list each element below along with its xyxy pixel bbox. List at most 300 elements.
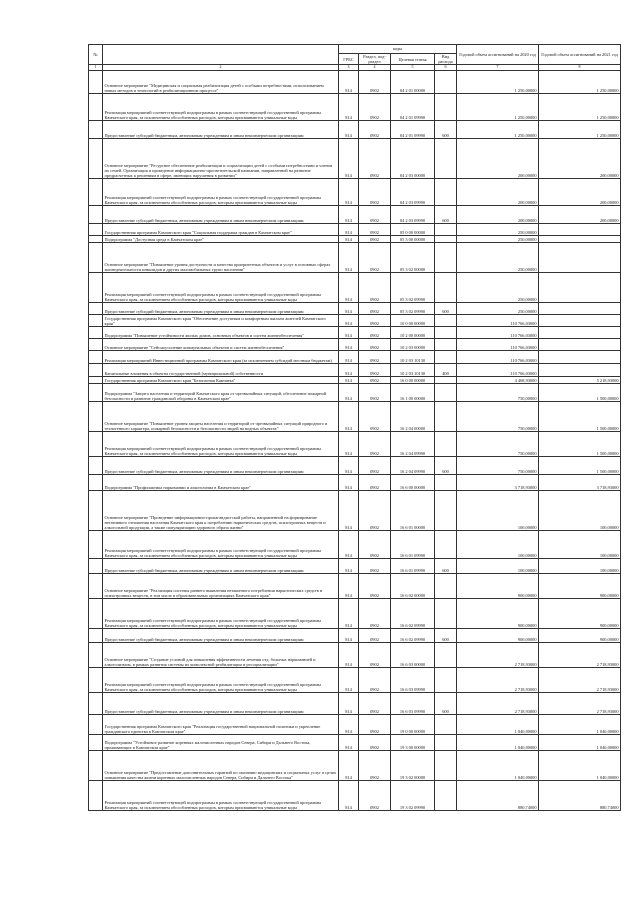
row-amount-2021: 1 500,00000 (539, 402, 621, 432)
row-razdel: 0902 (359, 643, 391, 668)
row-expense-type (435, 315, 457, 327)
row-name: Реализация мероприятий соответствующей подпрограммы в рамках соответствующей государственной программы Камчатского края, за исключением обособленных расходов, которым присваиваются уникальные коды (103, 179, 339, 206)
table-row (89, 384, 621, 402)
header-target-article: Целевая статья (391, 54, 435, 65)
row-razdel: 0902 (359, 475, 391, 491)
row-amount-2020: 250,00000 (457, 303, 539, 315)
row-name: Основное мероприятие "Реализация системы раннего выявления незаконного потребления наркотических средств и психотропных веществ, в том числе в образовательных организациях Камчатского края" (103, 574, 339, 599)
row-name: Государственная программа Камчатского края "Реализация государственной национальной политики и укрепление гражданского единства в Камчатском крае" (103, 715, 339, 735)
row-target-article: 04 2 03 09990 (391, 179, 435, 206)
row-amount-2021: 1 250,00000 (539, 121, 621, 139)
row-expense-type (435, 327, 457, 339)
row-amount-2020: 2 718,93000 (457, 643, 539, 668)
table-row (89, 339, 621, 351)
row-target-article: 16 2 04 00000 (391, 402, 435, 432)
row-expense-type (435, 751, 457, 781)
row-name: Государственная программа Камчатского края "Социальная поддержка граждан в Камчатском крае" (103, 224, 339, 236)
row-expense-type: 600 (435, 457, 457, 475)
header-grbs: ГРБС (339, 54, 359, 65)
row-amount-2021: 1 500,00000 (539, 432, 621, 457)
row-target-article: 19 3 00 00000 (391, 735, 435, 751)
row-expense-type (435, 339, 457, 351)
row-grbs: 814 (339, 781, 359, 811)
row-number (89, 339, 103, 351)
row-amount-2021: 2 718,93000 (539, 643, 621, 668)
row-amount-2020: 250,00000 (457, 236, 539, 243)
row-target-article: 16 6 03 00000 (391, 643, 435, 668)
table-row (89, 206, 621, 224)
row-amount-2021 (539, 315, 621, 327)
row-grbs: 814 (339, 224, 359, 236)
row-number (89, 629, 103, 643)
row-name: Предоставление субсидий бюджетным, автономным учреждениям и иным некоммерческим организациям (103, 121, 339, 139)
row-amount-2021: 100,00000 (539, 559, 621, 574)
row-expense-type (435, 224, 457, 236)
row-expense-type (435, 432, 457, 457)
row-amount-2021: 900,00000 (539, 574, 621, 599)
row-amount-2020: 1 040,00000 (457, 715, 539, 735)
column-index: 8 (539, 65, 621, 71)
table-row (89, 121, 621, 139)
table-row (89, 457, 621, 475)
row-amount-2020: 250,00000 (457, 243, 539, 273)
row-razdel: 0902 (359, 327, 391, 339)
row-razdel: 0902 (359, 71, 391, 94)
row-grbs: 814 (339, 377, 359, 384)
row-razdel: 0902 (359, 206, 391, 224)
row-number (89, 243, 103, 273)
row-expense-type: 600 (435, 693, 457, 715)
row-amount-2020: 110 766,03000 (457, 327, 539, 339)
row-number (89, 574, 103, 599)
row-amount-2021: 200,00000 (539, 179, 621, 206)
row-expense-type: 600 (435, 206, 457, 224)
row-amount-2020: 1 040,00000 (457, 751, 539, 781)
row-amount-2021: 5 218,93000 (539, 377, 621, 384)
row-grbs: 814 (339, 475, 359, 491)
row-number (89, 668, 103, 693)
table-row (89, 315, 621, 327)
row-amount-2021 (539, 364, 621, 377)
row-amount-2021: 2 718,93000 (539, 693, 621, 715)
row-name: Основное мероприятие "Медицинская и социальная реабилитация детей с особыми потребностями, использованием новых методов и технологий в реабилитационном процессе" (103, 71, 339, 94)
row-expense-type (435, 243, 457, 273)
row-grbs: 814 (339, 432, 359, 457)
row-amount-2020: 1 250,00000 (457, 71, 539, 94)
row-amount-2021: 100,00000 (539, 531, 621, 559)
row-razdel: 0902 (359, 781, 391, 811)
row-grbs: 814 (339, 715, 359, 735)
table-row (89, 243, 621, 273)
row-amount-2021 (539, 351, 621, 364)
row-target-article: 16 6 02 00000 (391, 574, 435, 599)
table-row (89, 531, 621, 559)
row-razdel: 0902 (359, 315, 391, 327)
row-name: Предоставление субсидий бюджетным, автономным учреждениям и иным некоммерческим организациям (103, 457, 339, 475)
row-amount-2020: 900,00000 (457, 574, 539, 599)
row-amount-2021: 1 500,00000 (539, 384, 621, 402)
row-amount-2020: 110 766,03000 (457, 315, 539, 327)
row-name: Реализация мероприятий соответствующей подпрограммы в рамках соответствующей государственной программы Камчатского края, за исключением обособленных расходов, которым присваиваются уникальные коды (103, 781, 339, 811)
row-target-article: 16 6 03 09990 (391, 668, 435, 693)
row-razdel: 0902 (359, 139, 391, 179)
row-number (89, 531, 103, 559)
row-number (89, 224, 103, 236)
row-amount-2020: 250,00000 (457, 273, 539, 303)
row-amount-2020: 1 250,00000 (457, 94, 539, 121)
row-number (89, 364, 103, 377)
table-row (89, 693, 621, 715)
row-amount-2021: 1 250,00000 (539, 71, 621, 94)
row-razdel: 0902 (359, 384, 391, 402)
row-number (89, 735, 103, 751)
row-amount-2021: 1 040,00000 (539, 751, 621, 781)
row-number (89, 273, 103, 303)
row-name: Капитальные вложения в объекты государственной (муниципальной) собственности (103, 364, 339, 377)
row-name: Предоставление субсидий бюджетным, автономным учреждениям и иным некоммерческим организациям (103, 303, 339, 315)
row-number (89, 715, 103, 735)
row-target-article: 10 2 03 00000 (391, 339, 435, 351)
row-number (89, 384, 103, 402)
row-grbs: 814 (339, 531, 359, 559)
row-name: Основное мероприятие "Сейсмоусиление коммунальных объектов и систем жизнеобеспечения" (103, 339, 339, 351)
row-amount-2021: 900,00000 (539, 599, 621, 629)
row-amount-2020: 2 718,93000 (457, 668, 539, 693)
column-index: 2 (103, 65, 339, 71)
row-target-article: 19 3 02 09990 (391, 781, 435, 811)
row-name: Подпрограмма "Повышение устойчивости жилых домов, основных объектов и систем жизнеобеспечения" (103, 327, 339, 339)
table-row (89, 273, 621, 303)
row-expense-type (435, 643, 457, 668)
row-target-article: 05 3 00 00000 (391, 236, 435, 243)
table-row (89, 71, 621, 94)
row-target-article: 10 2 03 10130 (391, 351, 435, 364)
row-amount-2021: 3 718,93000 (539, 475, 621, 491)
row-name: Основное мероприятие "Повышение уровня защиты населения и территорий от чрезвычайных ситуаций природного и техногенного характера, пожарной безопасности и безопасности людей на водных объектах" (103, 402, 339, 432)
row-razdel: 0902 (359, 377, 391, 384)
row-name: Предоставление субсидий бюджетным, автономным учреждениям и иным некоммерческим организациям (103, 693, 339, 715)
row-target-article: 16 6 01 09990 (391, 531, 435, 559)
row-name: Государственная программа Камчатского края "Обеспечение доступным и комфортным жильем жителей Камчатского края" (103, 315, 339, 327)
table-row (89, 751, 621, 781)
row-amount-2021: 100,00000 (539, 491, 621, 531)
row-amount-2020: 100,00000 (457, 491, 539, 531)
row-expense-type: 400 (435, 364, 457, 377)
column-index: 1 (89, 65, 103, 71)
row-expense-type (435, 179, 457, 206)
row-name: Государственная программа Камчатского края "Безопасная Камчатка" (103, 377, 339, 384)
row-name: Предоставление субсидий бюджетным, автономным учреждениям и иным некоммерческим организациям (103, 206, 339, 224)
row-amount-2021: 2 718,93000 (539, 668, 621, 693)
row-target-article: 19 3 02 00000 (391, 751, 435, 781)
row-amount-2020: 4 468,93000 (457, 377, 539, 384)
row-amount-2021: 1 500,00000 (539, 457, 621, 475)
row-grbs: 814 (339, 236, 359, 243)
row-amount-2020: 250,00000 (457, 224, 539, 236)
row-expense-type (435, 236, 457, 243)
row-name: Реализация мероприятий соответствующей подпрограммы в рамках соответствующей государственной программы Камчатского края, за исключением обособленных расходов, которым присваиваются уникальные коды (103, 273, 339, 303)
row-razdel: 0902 (359, 224, 391, 236)
row-expense-type (435, 351, 457, 364)
column-index: 6 (435, 65, 457, 71)
row-razdel: 0902 (359, 599, 391, 629)
row-razdel: 0902 (359, 629, 391, 643)
row-number (89, 693, 103, 715)
column-index: 5 (391, 65, 435, 71)
row-amount-2020: 110 766,03000 (457, 364, 539, 377)
row-number (89, 139, 103, 179)
row-grbs: 814 (339, 599, 359, 629)
row-amount-2020: 3 718,93000 (457, 475, 539, 491)
row-grbs: 814 (339, 303, 359, 315)
row-expense-type (435, 491, 457, 531)
row-amount-2021: 1 250,00000 (539, 94, 621, 121)
header-expense-type: Вид расхода (435, 54, 457, 65)
row-razdel: 0902 (359, 668, 391, 693)
table-row (89, 351, 621, 364)
row-amount-2020: 110 766,03000 (457, 339, 539, 351)
row-target-article: 16 6 01 00000 (391, 491, 435, 531)
row-name: Основное мероприятие "Проведение информационно-пропагандистской работы, направленной на формирование негативного отношения населения Камчатского края к потреблению наркотических средств, психотропных веществ и алкогольной продукции, а также популяризацию здорового образа жизни" (103, 491, 339, 531)
row-grbs: 814 (339, 402, 359, 432)
row-grbs: 814 (339, 339, 359, 351)
row-grbs: 814 (339, 751, 359, 781)
row-number (89, 781, 103, 811)
row-number (89, 491, 103, 531)
row-amount-2020: 900,00000 (457, 599, 539, 629)
row-target-article: 05 0 00 00000 (391, 224, 435, 236)
row-amount-2021: 900,00000 (539, 629, 621, 643)
row-number (89, 402, 103, 432)
table-row (89, 668, 621, 693)
row-name: Подпрограмма "Устойчивое развитие коренных малочисленных народов Севера, Сибири и Дальнего Востока, проживающих в Камчатском крае" (103, 735, 339, 751)
row-grbs: 814 (339, 351, 359, 364)
row-expense-type (435, 71, 457, 94)
row-target-article: 04 2 01 00000 (391, 71, 435, 94)
row-razdel: 0902 (359, 236, 391, 243)
table-row (89, 179, 621, 206)
row-number (89, 351, 103, 364)
row-grbs: 814 (339, 121, 359, 139)
header-codes: коды (339, 45, 457, 54)
table-row (89, 327, 621, 339)
column-index: 7 (457, 65, 539, 71)
row-name: Предоставление субсидий бюджетным, автономным учреждениям и иным некоммерческим организациям (103, 559, 339, 574)
row-amount-2021 (539, 303, 621, 315)
row-name: Подпрограмма "Защита населения и территорий Камчатского края от чрезвычайных ситуаций, обеспечение пожарной безопасности и развитие гражданской обороны в Камчатском крае" (103, 384, 339, 402)
table-row (89, 432, 621, 457)
row-expense-type (435, 475, 457, 491)
row-grbs: 814 (339, 94, 359, 121)
row-amount-2020: 750,00000 (457, 457, 539, 475)
header-year-2020: Годовой объем ассигнований на 2020 год (457, 45, 539, 65)
row-number (89, 457, 103, 475)
table-row (89, 491, 621, 531)
table-row (89, 224, 621, 236)
row-amount-2020: 200,00000 (457, 206, 539, 224)
row-amount-2020: 110 766,03000 (457, 351, 539, 364)
row-number (89, 121, 103, 139)
row-grbs: 814 (339, 327, 359, 339)
row-target-article: 04 2 03 09990 (391, 206, 435, 224)
row-amount-2020: 1 040,00000 (457, 735, 539, 751)
row-amount-2020: 100,00000 (457, 531, 539, 559)
row-number (89, 599, 103, 629)
row-expense-type (435, 273, 457, 303)
row-expense-type (435, 735, 457, 751)
row-amount-2021 (539, 273, 621, 303)
row-name: Основное мероприятие "Предоставление дополнительных гарантий по оказанию медицинских и социальных услуг в целях повышения качества жизни коренных малочисленных народов Севера, Сибири и Дальнего Востока" (103, 751, 339, 781)
row-amount-2020: 2 718,93000 (457, 693, 539, 715)
row-name: Реализация мероприятий соответствующей подпрограммы в рамках соответствующей государственной программы Камчатского края, за исключением обособленных расходов, которым присваиваются уникальные коды (103, 94, 339, 121)
row-name: Предоставление субсидий бюджетным, автономным учреждениям и иным некоммерческим организациям (103, 629, 339, 643)
row-grbs: 814 (339, 735, 359, 751)
row-target-article: 16 6 03 09990 (391, 693, 435, 715)
table-row (89, 559, 621, 574)
table-row (89, 574, 621, 599)
row-target-article: 16 2 04 09990 (391, 457, 435, 475)
row-grbs: 814 (339, 559, 359, 574)
row-amount-2021 (539, 339, 621, 351)
row-target-article: 16 6 02 09990 (391, 599, 435, 629)
row-target-article: 10 0 00 00000 (391, 315, 435, 327)
row-expense-type (435, 402, 457, 432)
row-target-article: 19 0 00 00000 (391, 715, 435, 735)
row-razdel: 0902 (359, 351, 391, 364)
row-expense-type (435, 668, 457, 693)
row-grbs: 814 (339, 384, 359, 402)
row-grbs: 814 (339, 364, 359, 377)
row-amount-2021 (539, 243, 621, 273)
row-target-article: 04 2 01 09990 (391, 94, 435, 121)
row-amount-2020: 750,00000 (457, 384, 539, 402)
row-grbs: 814 (339, 243, 359, 273)
table-row (89, 402, 621, 432)
row-target-article: 10 2 03 10130 (391, 364, 435, 377)
row-expense-type (435, 715, 457, 735)
row-name: Основное мероприятие "Создание условий для повышения эффективности лечения отд. больных наркоманией и алкоголизмом, в рамках развития системы их комплексной реабилитации и ресоциализации" (103, 643, 339, 668)
table-row (89, 236, 621, 243)
row-razdel: 0902 (359, 457, 391, 475)
table-row (89, 715, 621, 735)
row-razdel: 0902 (359, 94, 391, 121)
row-expense-type (435, 574, 457, 599)
row-number (89, 475, 103, 491)
row-razdel: 0902 (359, 364, 391, 377)
row-target-article: 05 3 02 00000 (391, 243, 435, 273)
header-year-2021: Годовой объем ассигнований на 2021 год (539, 45, 621, 65)
row-grbs: 814 (339, 71, 359, 94)
row-amount-2021: 1 040,00000 (539, 715, 621, 735)
table-row (89, 475, 621, 491)
row-expense-type (435, 781, 457, 811)
row-name: Реализация мероприятий соответствующей подпрограммы в рамках соответствующей государственной программы Камчатского края, за исключением обособленных расходов, которым присваиваются уникальные коды (103, 531, 339, 559)
row-razdel: 0902 (359, 735, 391, 751)
row-razdel: 0902 (359, 179, 391, 206)
row-amount-2021 (539, 224, 621, 236)
row-amount-2020: 750,00000 (457, 402, 539, 432)
row-name: Подпрограмма "Доступная среда в Камчатском крае" (103, 236, 339, 243)
row-grbs: 814 (339, 693, 359, 715)
row-expense-type (435, 139, 457, 179)
row-expense-type: 600 (435, 121, 457, 139)
row-number (89, 206, 103, 224)
row-amount-2020: 750,00000 (457, 432, 539, 457)
row-amount-2020: 1 250,00000 (457, 121, 539, 139)
row-name: Реализация мероприятий соответствующей подпрограммы в рамках соответствующей государственной программы Камчатского края, за исключением обособленных расходов, которым присваиваются уникальные коды (103, 668, 339, 693)
row-razdel: 0902 (359, 402, 391, 432)
row-number (89, 327, 103, 339)
column-index: 3 (339, 65, 359, 71)
row-name: Основное мероприятие "Повышение уровня доступности и качества приоритетных объектов и услуг в основных сферах жизнедеятельности инвалидов и других маломобильных групп населения" (103, 243, 339, 273)
row-amount-2021: 200,00000 (539, 139, 621, 179)
table-row (89, 781, 621, 811)
row-razdel: 0902 (359, 491, 391, 531)
row-target-article: 16 6 02 09990 (391, 629, 435, 643)
row-target-article: 10 2 00 00000 (391, 327, 435, 339)
column-index: 4 (359, 65, 391, 71)
row-grbs: 814 (339, 179, 359, 206)
row-number (89, 559, 103, 574)
row-grbs: 814 (339, 273, 359, 303)
row-number (89, 303, 103, 315)
row-expense-type (435, 599, 457, 629)
header-razdel: Раздел, под-раздел (359, 54, 391, 65)
row-grbs: 814 (339, 643, 359, 668)
row-amount-2020: 900,00000 (457, 629, 539, 643)
row-number (89, 71, 103, 94)
row-expense-type: 600 (435, 303, 457, 315)
row-number (89, 236, 103, 243)
table-row (89, 377, 621, 384)
row-razdel: 0902 (359, 559, 391, 574)
row-amount-2021 (539, 236, 621, 243)
row-target-article: 04 2 03 00000 (391, 139, 435, 179)
row-target-article: 04 2 01 09990 (391, 121, 435, 139)
row-target-article: 16 6 00 00000 (391, 475, 435, 491)
table-row (89, 599, 621, 629)
header-number: № (89, 45, 103, 65)
row-number (89, 179, 103, 206)
row-razdel: 0902 (359, 574, 391, 599)
row-expense-type (435, 94, 457, 121)
row-target-article: 16 1 00 00000 (391, 384, 435, 402)
row-grbs: 814 (339, 139, 359, 179)
table-row (89, 629, 621, 643)
row-expense-type (435, 377, 457, 384)
row-grbs: 814 (339, 629, 359, 643)
row-grbs: 814 (339, 491, 359, 531)
row-expense-type: 600 (435, 559, 457, 574)
row-grbs: 814 (339, 668, 359, 693)
table-row (89, 303, 621, 315)
row-name: Реализация мероприятий Инвестиционной программы Камчатского края (за исключением субсидий местным бюджетам) (103, 351, 339, 364)
row-amount-2020: 880,74000 (457, 781, 539, 811)
row-number (89, 643, 103, 668)
row-expense-type: 600 (435, 629, 457, 643)
row-razdel: 0902 (359, 693, 391, 715)
row-name: Подпрограмма "Профилактика наркомании и алкоголизма в Камчатском крае" (103, 475, 339, 491)
row-name: Реализация мероприятий соответствующей подпрограммы в рамках соответствующей государственной программы Камчатского края, за исключением обособленных расходов, которым присваиваются уникальные коды (103, 432, 339, 457)
row-razdel: 0902 (359, 751, 391, 781)
row-razdel: 0902 (359, 432, 391, 457)
row-amount-2020: 100,00000 (457, 559, 539, 574)
budget-table (88, 44, 621, 811)
row-number (89, 94, 103, 121)
table-row (89, 364, 621, 377)
row-razdel: 0902 (359, 531, 391, 559)
row-razdel: 0902 (359, 303, 391, 315)
